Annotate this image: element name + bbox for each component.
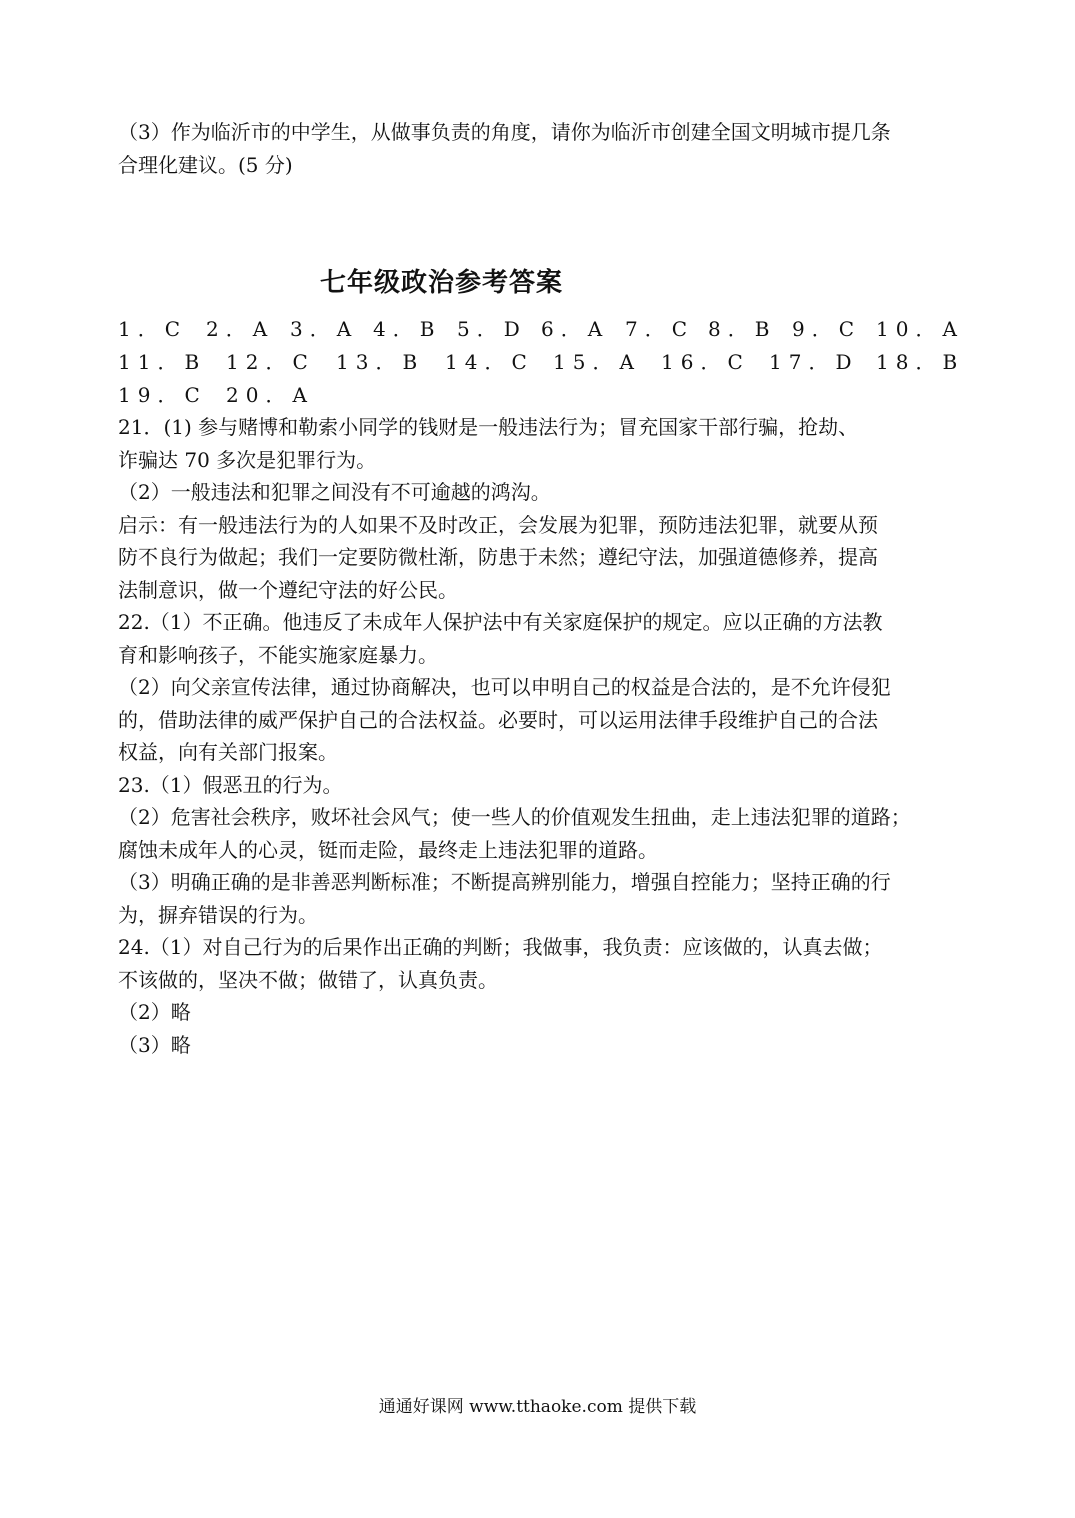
answer-explanations xyxy=(118,411,963,1061)
answer-line: 23.（1）假恶丑的行为。 xyxy=(118,772,343,797)
answer-line: 腐蚀未成年人的心灵，铤而走险，最终走上违法犯罪的道路。 xyxy=(118,837,658,862)
answer-line: （2）略 xyxy=(118,1000,191,1024)
answer-line: 诈骗达 70 多次是犯罪行为。 xyxy=(118,447,377,472)
answer-line: 为，摒弃错误的行为。 xyxy=(118,902,318,927)
page-title: 七年级政治参考答案 xyxy=(320,268,564,298)
answer-line: 权益，向有关部门报案。 xyxy=(118,740,338,764)
answer-line: 法制意识，做一个遵纪守法的好公民。 xyxy=(118,577,458,602)
question-line: 合理化建议。(5 分) xyxy=(118,152,293,177)
page-footer: 通通好课网 www.tthaoke.com 提供下载 xyxy=(378,1397,697,1417)
choice-answer: 1．C xyxy=(118,317,188,341)
answer-line: 24.（1）对自己行为的后果作出正确的判断；我做事，我负责：应该做的，认真去做； xyxy=(118,935,883,959)
answer-line: 21．(1) 参与赌博和勒索小同学的钱财是一般违法行为；冒充国家干部行骗，抢劫、 xyxy=(118,415,859,439)
choice-answer: 15．A xyxy=(553,350,641,374)
question-3 xyxy=(118,116,963,181)
answer-line: （3）明确正确的是非善恶判断标准；不断提高辨别能力，增强自控能力；坚持正确的行 xyxy=(118,870,891,894)
choice-answer: 10．A xyxy=(876,317,964,341)
choice-answer: 5．D xyxy=(457,317,527,341)
answer-line: 育和影响孩子，不能实施家庭暴力。 xyxy=(118,642,438,667)
choice-answer: 9．C xyxy=(792,317,862,341)
choice-answer: 2．A xyxy=(206,317,275,341)
answer-line: 的，借助法律的威严保护自己的合法权益。必要时，可以运用法律手段维护自己的合法 xyxy=(118,707,878,732)
choice-answer: 19．C xyxy=(118,383,207,407)
choice-answer: 14．C xyxy=(445,350,534,374)
answer-line: （2）危害社会秩序，败坏社会风气；使一些人的价值观发生扭曲，走上违法犯罪的道路； xyxy=(118,805,911,829)
choice-answer: 4．B xyxy=(373,317,442,341)
choice-answer: 7．C xyxy=(625,317,695,341)
choice-answer: 6．A xyxy=(541,317,610,341)
choice-answer: 16．C xyxy=(661,350,750,374)
choice-answer: 11．B xyxy=(118,350,207,374)
answer-line: （2）向父亲宣传法律，通过协商解决，也可以申明自己的权益是合法的，是不允许侵犯 xyxy=(118,675,891,699)
answer-line: 防不良行为做起；我们一定要防微杜渐，防患于未然；遵纪守法，加强道德修养，提高 xyxy=(118,545,878,569)
answer-line: 22.（1）不正确。他违反了未成年人保护法中有关家庭保护的规定。应以正确的方法教 xyxy=(118,610,883,634)
choice-answer: 8．B xyxy=(708,317,777,341)
choice-answers-row-3 xyxy=(118,379,963,411)
answer-line: （2）一般违法和犯罪之间没有不可逾越的鸿沟。 xyxy=(118,480,551,504)
question-line: （3）作为临沂市的中学生，从做事负责的角度，请你为临沂市创建全国文明城市提几条 xyxy=(118,120,891,144)
choice-answer: 20．A xyxy=(226,383,314,407)
choice-answer: 12．C xyxy=(226,350,315,374)
answer-line: 不该做的，坚决不做；做错了，认真负责。 xyxy=(118,967,498,992)
answer-line: （3）略 xyxy=(118,1032,191,1057)
choice-answer: 13．B xyxy=(336,350,425,374)
answer-line: 启示：有一般违法行为的人如果不及时改正，会发展为犯罪，预防违法犯罪，就要从预 xyxy=(118,512,878,537)
choice-answer: 18．B xyxy=(876,350,965,374)
choice-answers-row-1 xyxy=(118,313,963,345)
choice-answer: 17．D xyxy=(769,350,859,374)
choice-answers-row-2 xyxy=(118,346,963,378)
choice-answer: 3．A xyxy=(290,317,359,341)
